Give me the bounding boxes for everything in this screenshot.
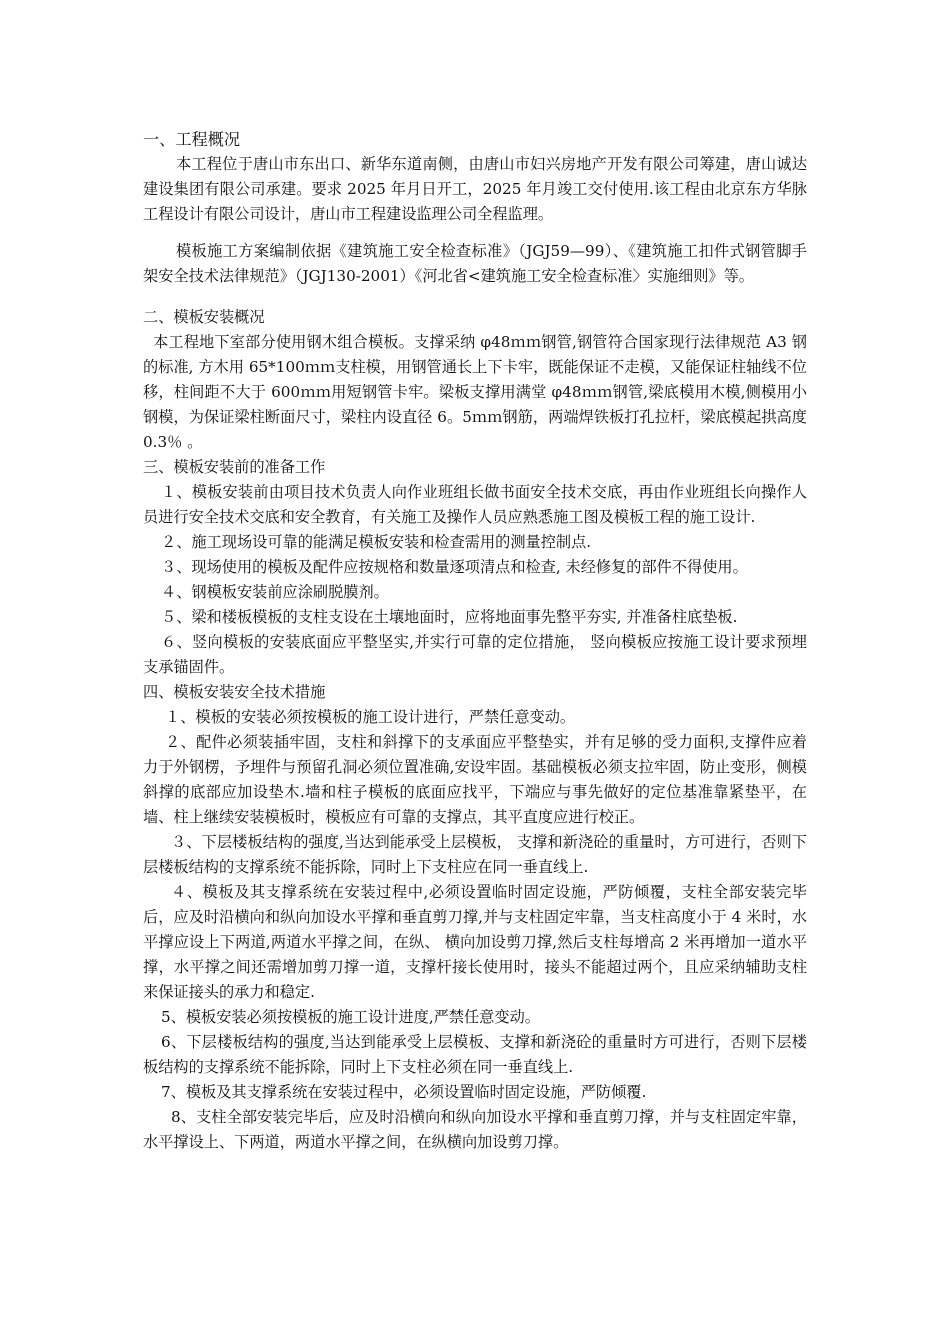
section-2-paragraph-1: 本工程地下室部分使用钢木组合模板。支撑采纳 φ48ｍｍ钢管,钢管符合国家现行法律规范 A3 钢的标准, 方木用 65*100ｍｍ支柱模，用钢管通长上下卡牢，既能保证不走模，又能保证柱轴线不位移，柱间距不大于 600ｍｍ用短钢管卡牢。梁板支撑用满堂 φ48ｍｍ钢管,梁底模用木模,侧模用小钢模，为保证梁柱断面尺寸，梁柱内设直径 6。5ｍｍ钢筋，两端焊铁板打孔拉杆，梁底模起拱高度 0.3％ 。 [143, 333, 807, 451]
section-3-item-6: ６、竖向模板的安装底面应平整坚实,并实行可靠的定位措施， 竖向模板应按施工设计要求预埋支承锚固件。 [143, 633, 807, 676]
section-2-title: 二、模板安装概况 [143, 308, 265, 326]
document-body [143, 127, 807, 1155]
section-4-item-7: 7、模板及其支撑系统在安装过程中，必须设置临时固定设施，严防倾覆. [161, 1083, 647, 1101]
section-4-item-3: ３、下层楼板结构的强度,当达到能承受上层模板， 支撑和新浇砼的重量时，方可进行，否则下层楼板结构的支撑系统不能拆除，同时上下支柱应在同一垂直线上. [143, 833, 807, 876]
section-4-item-6: 6、下层楼板结构的强度,当达到能承受上层模板、支撑和新浇砼的重量时方可进行，否则下层楼板结构的支撑系统不能拆除，同时上下支柱必须在同一垂直线上. [143, 1033, 807, 1076]
section-4-item-8: 8、支柱全部安装完毕后，应及时沿横向和纵向加设水平撑和垂直剪刀撑，并与支柱固定牢靠，水平撑设上、下两道，两道水平撑之间，在纵横向加设剪刀撑。 [143, 1108, 807, 1151]
section-4-item-5: 5、模板安装必须按模板的施工设计进度,严禁任意变动。 [161, 1008, 540, 1026]
section-4-item-4: ４、模板及其支撑系统在安装过程中,必须设置临时固定设施，严防倾覆，支柱全部安装完毕后，应及时沿横向和纵向加设水平撑和垂直剪刀撑,并与支柱固定牢靠，当支柱高度小于 4 米时，水平撑应设上下两道,两道水平撑之间，在纵、 横向加设剪刀撑,然后支柱每增高 2 米再增加一道水平撑，水平撑之间还需增加剪刀撑一道，支撑杆接长使用时，接头不能超过两个，且应采纳辅助支柱来保证接头的承力和稳定. [143, 883, 807, 1001]
section-1-title: 一、工程概况 [143, 130, 241, 149]
section-4-title: 四、模板安装安全技术措施 [143, 683, 326, 701]
section-4-item-1: １、模板的安装必须按模板的施工设计进行，严禁任意变动。 [165, 708, 576, 726]
section-3-item-2: ２、施工现场设可靠的能满足模板安装和检查需用的测量控制点. [161, 533, 592, 551]
section-3-item-5: ５、梁和楼板模板的支柱支设在土壤地面时，应将地面事先整平夯实, 并准备柱底垫板. [161, 608, 738, 626]
section-3-item-1: １、模板安装前由项目技术负责人向作业班组长做书面安全技术交底，再由作业班组长向操作人员进行安全技术交底和安全教育，有关施工及操作人员应熟悉施工图及模板工程的施工设计. [143, 483, 807, 526]
section-3-item-4: ４、钢模板安装前应涂刷脱膜剂。 [161, 583, 389, 601]
section-3-item-3: ３、现场使用的模板及配件应按规格和数量逐项清点和检查, 未经修复的部件不得使用。 [161, 558, 748, 576]
section-1-paragraph-1: 本工程位于唐山市东出口、新华东道南侧，由唐山市妇兴房地产开发有限公司筹建，唐山诚达建设集团有限公司承建。要求 2025 年月日开工，2025 年月竣工交付使用.该工程由北京东方华脉工程设计有限公司设计，唐山市工程建设监理公司全程监理。 [143, 155, 807, 223]
section-3-title: 三、模板安装前的准备工作 [143, 458, 326, 476]
section-1-paragraph-2: 模板施工方案编制依据《建筑施工安全检查标准》（JGJ59—99）、《建筑施工扣件式钢管脚手架安全技术法律规范》（JGJ130-2001）《河北省<建筑施工安全检查标准〉实施细则》等。 [143, 242, 807, 285]
section-4-item-2: ２、配件必须装插牢固，支柱和斜撑下的支承面应平整垫实，并有足够的受力面积,支撑件应着力于外钢楞，予埋件与预留孔洞必须位置准确,安设牢固。基础模板必须支拉牢固，防止变形，侧模斜撑的底部应加设垫木.墙和柱子模板的底面应找平，下端应与事先做好的定位基准靠紧垫平，在墙、柱上继续安装模板时，模板应有可靠的支撑点，其平直度应进行校正。 [143, 733, 807, 826]
